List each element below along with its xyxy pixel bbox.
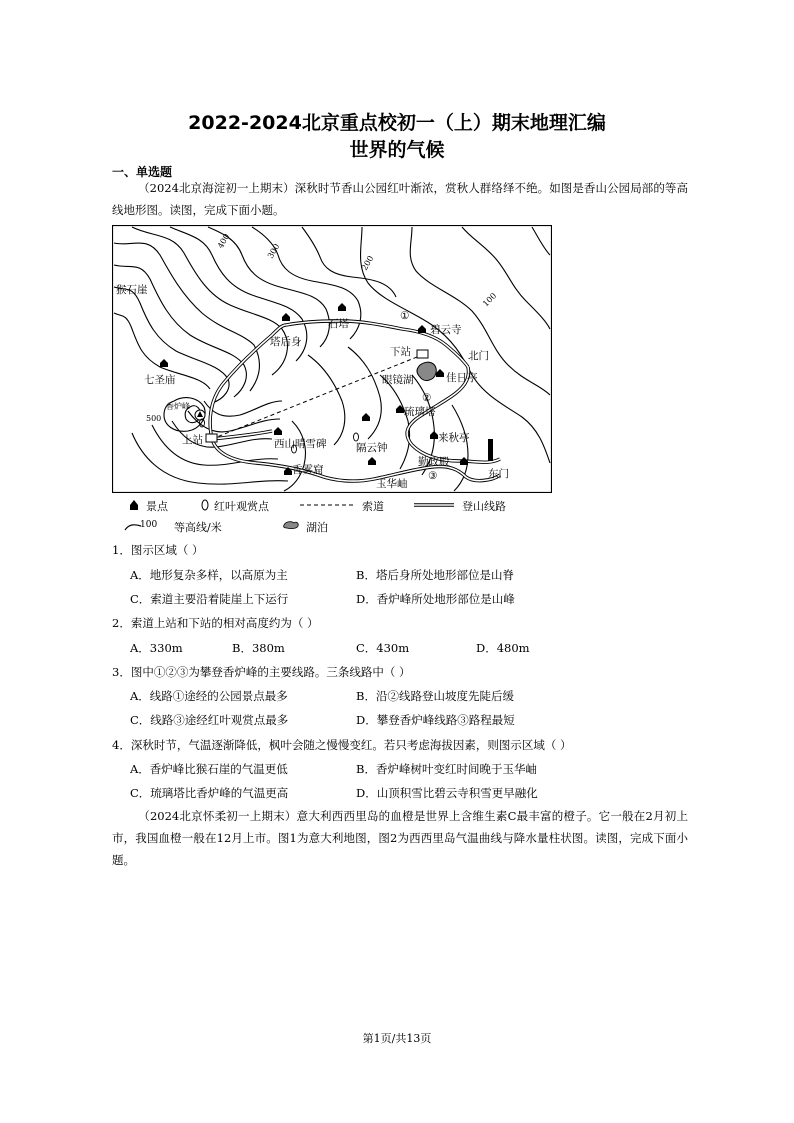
contour-label-100: 100 <box>481 291 499 309</box>
scenic-icon-biyunsi <box>418 325 426 333</box>
east-gate-marker <box>488 439 493 461</box>
page-title-line2: 世界的气候 <box>349 139 445 161</box>
contour-label-300: 300 <box>265 242 282 260</box>
option-2c: C．430m <box>356 641 410 655</box>
legend-lake-icon <box>282 520 300 530</box>
question-1 <box>112 542 203 558</box>
label-qinzhengdian: 勤政殿 <box>418 456 450 468</box>
question-stem: 深秋时节，气温逐渐降低，枫叶会随之慢慢变红。若只考虑海拔因素，则图示区域（ ） <box>130 738 572 752</box>
legend-trail-label: 登山线路 <box>462 500 506 513</box>
question-4 <box>112 737 571 753</box>
label-geyunzhong: 隔云钟 <box>356 442 388 454</box>
question-3 <box>112 664 410 680</box>
legend-redleaf-icon <box>200 498 210 512</box>
section-heading: 一、单选题 <box>112 165 173 179</box>
option-1a: A．地形复杂多样，以高原为主 <box>130 568 288 582</box>
option-3a: A．线路①途经的公园景点最多 <box>130 689 288 703</box>
label-shita: 石塔 <box>328 318 349 330</box>
contour-line <box>361 227 551 463</box>
page-footer: 第1页/共13页 <box>362 1032 432 1045</box>
option-3c: C．线路③途经红叶观赏点最多 <box>130 713 289 727</box>
scenic-icon-qinzhengdian <box>460 457 468 465</box>
label-xiazhan: 下站 <box>390 346 411 358</box>
scenic-icon-tahoushen <box>282 313 290 321</box>
question-stem: 图中①②③为攀登香炉峰的主要线路。三条线路中（ ） <box>130 665 411 679</box>
question-stem: 索道上站和下站的相对高度约为（ ） <box>130 616 319 630</box>
route-label-2: ② <box>422 392 432 404</box>
legend-cableway-label: 索道 <box>362 500 384 513</box>
option-1c: C．索道主要沿着陡崖上下运行 <box>130 592 289 606</box>
scenic-icon-xishan <box>274 427 282 435</box>
contour-map <box>112 225 552 493</box>
question-number: 3． <box>112 665 131 679</box>
label-xiangwuku: 香雾窟 <box>292 464 324 476</box>
label-liulita: 琉璃塔 <box>404 406 436 418</box>
upper-station-marker <box>206 434 217 442</box>
intro-paragraph-2 <box>112 805 688 871</box>
label-beimen: 北门 <box>468 350 489 362</box>
label-houshiya: 猴石崖 <box>116 284 148 296</box>
label-shangzhan: 上站 <box>182 434 203 446</box>
legend-trail-line <box>414 501 454 509</box>
option-2b: B．380m <box>232 641 285 655</box>
option-4b: B．香炉峰树叶变红时间晚于玉华岫 <box>356 762 537 776</box>
page-title-line1: 2022-2024北京重点校初一（上）期末地理汇编 <box>188 112 606 134</box>
label-laiqiuting: 来秋亭 <box>438 432 470 444</box>
contour-line <box>308 355 345 445</box>
scenic-icon-qishengmiao <box>160 359 168 367</box>
contour-line <box>348 347 381 439</box>
scenic-icon-shita <box>338 303 346 311</box>
scenic-icon-yuhuaxiu <box>368 457 376 465</box>
question-stem: 图示区域（ ） <box>130 543 204 557</box>
redleaf-icon <box>354 433 359 441</box>
lake-shape <box>417 362 436 380</box>
legend-redleaf-label: 红叶观赏点 <box>214 500 269 513</box>
intro-text-2: （2024北京怀柔初一上期末）意大利西西里岛的血橙是世界上含维生素C最丰富的橙子。它一般在2月初上市，我国血橙一般在12月上市。图1为意大利地图，图2为西西里岛气温曲线与降水量柱状图。读图，完成下面小题。 <box>112 809 688 867</box>
label-jiariting: 佳日亭 <box>446 372 478 384</box>
legend-contour-label: 等高线/米 <box>174 521 222 534</box>
option-4d: D．山顶积雪比碧云寺积雪更早融化 <box>356 786 538 800</box>
option-2a: A．330m <box>130 641 183 655</box>
legend-contour-sample: 100 <box>140 520 158 530</box>
question-number: 1． <box>112 543 131 557</box>
intro-paragraph-1 <box>112 177 688 221</box>
cableway-line <box>212 355 422 439</box>
contour-line <box>302 227 396 297</box>
lower-station-marker <box>417 350 428 358</box>
label-dongmen: 东门 <box>488 468 509 480</box>
legend-scenic-icon <box>128 499 140 511</box>
option-4a: A．香炉峰比猴石崖的气温更低 <box>130 762 288 776</box>
contour-line <box>204 401 282 416</box>
contour-line <box>380 375 410 469</box>
legend-cableway-line <box>300 502 354 508</box>
route-label-3: ③ <box>428 470 438 482</box>
label-xianglufeng: 香炉峰 <box>166 402 190 411</box>
scenic-icon-laiqiuting <box>430 431 438 439</box>
contour-label-400: 400 <box>215 232 232 250</box>
label-qishengmiao: 七圣庙 <box>144 374 176 386</box>
label-tahoushen: 塔后身 <box>270 336 302 348</box>
option-2d: D．480m <box>476 641 530 655</box>
label-xishan: 西山晴雪碑 <box>274 438 327 450</box>
label-yuhuaxiu: 玉华岫 <box>376 478 408 490</box>
legend-scenic-label: 景点 <box>146 500 168 513</box>
contour-line <box>462 227 550 329</box>
contour-line <box>532 227 550 255</box>
contour-label-200: 200 <box>359 254 376 272</box>
intro-text-1: （2024北京海淀初一上期末）深秋时节香山公园红叶渐浓，赏秋人群络绎不绝。如图是香山公园局部的等高线地形图。读图，完成下面小题。 <box>112 181 688 217</box>
label-biyunsi: 碧云寺 <box>430 324 462 336</box>
label-yanjinghu: 眼镜湖 <box>382 374 414 386</box>
option-4c: C．琉璃塔比香炉峰的气温更高 <box>130 786 289 800</box>
option-3b: B．沿②线路登山坡度先陡后缓 <box>356 689 514 703</box>
question-2 <box>112 615 318 631</box>
option-1b: B．塔后身所处地形部位是山脊 <box>356 568 514 582</box>
scenic-icon-geyunzhong <box>362 413 370 421</box>
question-number: 2． <box>112 616 131 630</box>
option-3d: D．攀登香炉峰线路③路程最短 <box>356 713 515 727</box>
option-1d: D．香炉峰所处地形部位是山峰 <box>356 592 515 606</box>
legend-lake-label: 湖泊 <box>306 521 328 534</box>
contour-label-500: 500 <box>146 414 162 423</box>
scenic-icon-jiariting <box>436 369 444 377</box>
route-label-1: ① <box>400 310 410 322</box>
question-number: 4． <box>112 738 131 752</box>
